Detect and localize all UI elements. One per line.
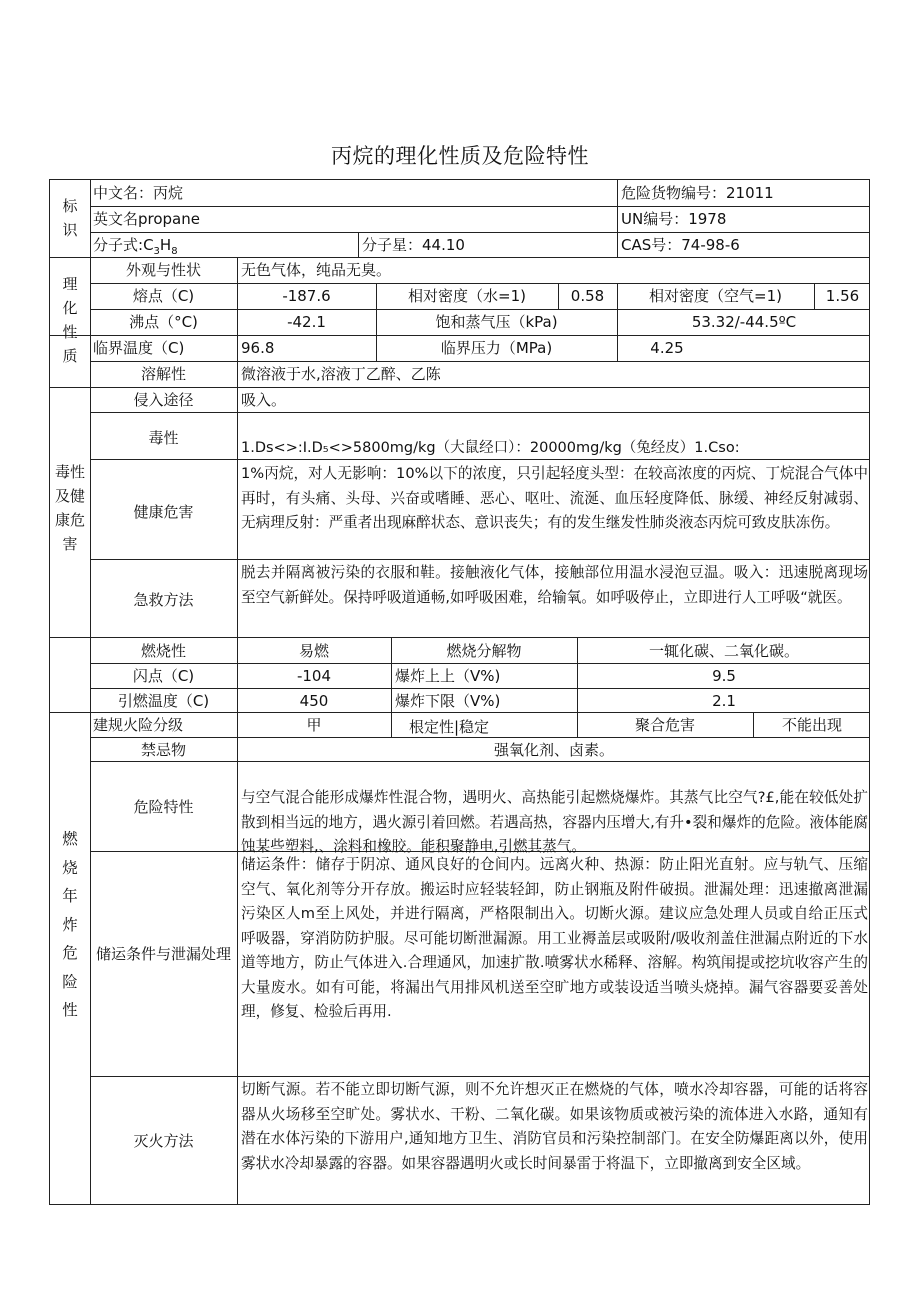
- health-label: 健康危害: [133, 503, 194, 521]
- health-value: 1%丙烷，对人无影响：10%以下的浓度，只引起轻度头型：在较高浓度的丙烷、丁烷混合气体中再时，有头痛、头母、兴奋或嗜睡、恶心、呕吐、流涎、血压轻度降低、脉缓、神经反射减弱、无病理反射：严重者出现麻醉状态、意识丧失；有的发生继发性肺炎液态丙烷可致皮肤冻伤。: [241, 465, 868, 531]
- solubility-label: 溶解性: [140, 365, 186, 383]
- incompatible-value: 强氧化剂、卤素。: [493, 741, 614, 759]
- storage-value: 储运条件：储存于阴凉、通风良好的仓间内。远离火种、热源：防止阳光直射。应与轨气、压缩空气、氧化剂等分开存放。搬运时应轻装轻卸，防止钢瓶及附件破损。泄漏处理：迅速撤离泄漏污染区人m至上风处，并进行隔离，严格限制出入。切断火源。建议应急处理人员或自给正压式呼吸器，穿消防防护服。尽可能切断泄漏源。用工业褥盖层或吸附/吸收剂盖住泄漏点附近的下水道等地方，防止气体进入.合理通风，加速扩散.喷雾状水稀释、溶解。构筑闱提或挖坑收容产生的大量废水。如有可能，将漏出气用排风机送至空旷地方或装设适当喷头烧掉。漏气容器要妥善处理，修复、检验后再用.: [241, 856, 868, 1020]
- rel-density-air-label: 相对密度（空气=1): [649, 287, 782, 305]
- storage-label: 储运条件与泄漏处理: [95, 945, 231, 963]
- rel-density-water-label: 相对密度（水=1): [408, 287, 526, 305]
- melting-value: -187.6: [282, 287, 331, 305]
- toxicity-label: 毒性: [148, 429, 179, 447]
- un-number: UN编号：1978: [621, 210, 727, 228]
- stability-label: 根定性|稳定: [409, 718, 490, 736]
- section-fire: 燃 烧 年 炸 危 险 性: [62, 830, 78, 1019]
- upper-limit-label: 爆炸上上（V%): [395, 667, 501, 685]
- vapor-pressure-value: 53.32/-44.5ºC: [691, 313, 797, 331]
- incompatible-label: 禁忌物: [140, 741, 186, 759]
- msds-table: [49, 179, 870, 1205]
- ignition-label: 引燃温度（C): [117, 692, 210, 710]
- section-toxicity: 毒性 及健 康危 害: [54, 463, 85, 553]
- critical-pressure-value: 4.25: [650, 339, 684, 357]
- polymerization-label: 聚合危害: [634, 716, 695, 734]
- boiling-value: -42.1: [287, 313, 326, 331]
- flash-point-label: 闪点（C): [132, 667, 195, 685]
- combustion-products-label: 燃烧分解物: [446, 642, 522, 660]
- cn-name: 中文名：丙烷: [93, 184, 184, 202]
- flammability-value: 易燃: [298, 642, 329, 660]
- lower-limit-value: 2.1: [712, 692, 736, 710]
- en-name: 英文名propane: [93, 210, 200, 228]
- lower-limit-label: 爆炸下限（V%): [395, 692, 501, 710]
- route-value: 吸入。: [241, 391, 287, 409]
- ignition-value: 450: [299, 692, 329, 710]
- route-label: 侵入途径: [133, 391, 194, 409]
- molecular-formula: 分子式$:C_3H_8$: [93, 236, 178, 257]
- extinguish-value: 切断气源。若不能立即切断气源，则不允许想灭正在燃烧的气体，喷水冷却容器，可能的话将容器从火场移至空旷处。雾状水、干粉、二氧化碳。如果该物质或被污染的流体进入水路，通知有潜在水体污染的下游用户,通知地方卫生、消防官员和污染控制部门。在安全防爆距离以外，使用雾状水冷却暴露的容器。如果容器遇明火或长时间暴雷于将温下，立即撤离到安全区域。: [241, 1081, 868, 1172]
- appearance-label: 外观与性状: [125, 261, 201, 279]
- upper-limit-value: 9.5: [712, 667, 736, 685]
- hazard-value: 与空气混合能形成爆炸性混合物，遇明火、高热能引起燃烧爆炸。其蒸气比空气?£,能在较低处扩散到相当远的地方，遇火源引着回燃。若遇高热，容器内压增大,有升•裂和爆炸的危险。液体能腐蚀某些塑料,、涂料和橡胶。能积聚静电,引燃其蒸气。: [241, 789, 868, 855]
- molecular-weight: 分子星：44.10: [362, 236, 465, 254]
- combustion-products-value: 一辄化碳、二氧化碳。: [648, 642, 799, 660]
- boiling-label: 沸点（°C): [129, 313, 198, 331]
- cas-number: CAS号：74-98-6: [621, 236, 740, 254]
- critical-temp-label: 临界温度（C): [93, 339, 185, 357]
- vapor-pressure-label: 饱和蒸气压（kPa): [435, 313, 558, 331]
- flash-point-value: -104: [296, 667, 332, 685]
- hazard-label: 危险特性: [133, 798, 194, 816]
- rel-density-water-value: 0.58: [570, 287, 605, 305]
- melting-label: 熔点（C): [132, 287, 195, 305]
- fire-class-value: 甲: [306, 716, 322, 734]
- fire-class-label: 建规火险分级: [93, 716, 184, 734]
- appearance-value: 无色气体，纯品无臭。: [241, 261, 392, 279]
- flammability-label: 燃烧性: [140, 642, 186, 660]
- critical-temp-value: 96.8: [241, 339, 275, 357]
- section-identification: 标 识: [62, 197, 78, 239]
- first-aid-label: 急救方法: [133, 591, 194, 609]
- first-aid-value: 脱去并隔离被污染的衣服和鞋。接触液化气体，接触部位用温水浸泡豆温。吸入：迅速脱离现场至空气新鲜处。保持呼吸道通畅,如呼吸困难，给输氧。如呼吸停止，立即进行人工呼吸“就医。: [241, 564, 868, 606]
- extinguish-label: 灭火方法: [133, 1132, 194, 1150]
- polymerization-value: 不能出现: [781, 716, 842, 734]
- solubility-value: 微溶液于水,溶液丁乙醉、乙陈: [241, 365, 441, 383]
- rel-density-air-value: 1.56: [825, 287, 860, 305]
- section-physchem: 理 化 性 质: [62, 275, 78, 365]
- dg-number: 危险货物编号：21011: [621, 184, 774, 202]
- toxicity-value: 1.Ds<>:I.D₅<>5800mg/kg（大鼠经口）：20000mg/kg（兔经皮）1.Cso:: [241, 440, 740, 456]
- page-title: 丙烷的理化性质及危险特性: [331, 144, 589, 168]
- critical-pressure-label: 临界压力（MPa): [440, 339, 553, 357]
